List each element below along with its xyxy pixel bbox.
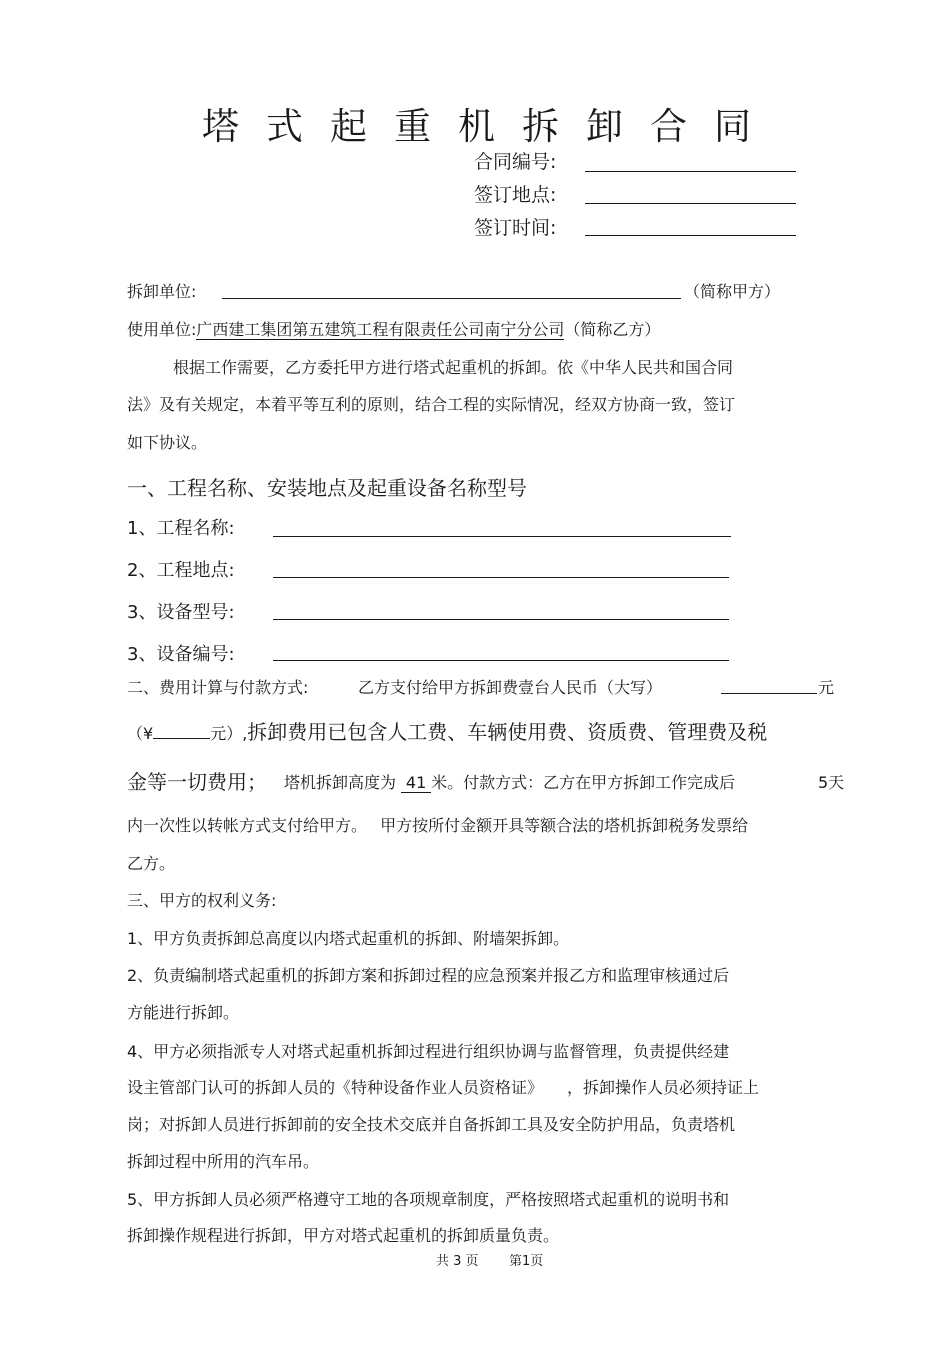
intro-line-3: 如下协议。: [127, 433, 208, 452]
section2-line4: 内一次性以转帐方式支付给甲方。 甲方按所付金额开具等额合法的塔机拆卸税务发票给: [127, 816, 749, 835]
section1-item-project-name: 1、工程名称:: [127, 518, 235, 539]
section2-line3-a: 金等一切费用；: [127, 770, 267, 794]
dismantle-unit-label: 拆卸单位:: [127, 282, 197, 301]
footer-current-page: 第1页: [509, 1254, 544, 1269]
section3-item4-line2: 设主管部门认可的拆卸人员的《特种设备作业人员资格证》 ，拆卸操作人员必须持证上: [127, 1078, 760, 1097]
dismantle-unit-line: [222, 298, 681, 299]
sign-time-label: 签订时间:: [474, 217, 557, 239]
fee-number-line: [153, 738, 210, 739]
project-name-line: [273, 536, 731, 537]
footer-total-pages: 共 3 页: [436, 1254, 479, 1269]
section2-heading: 二、费用计算与付款方式:: [127, 678, 309, 697]
intro-line-2: 法》及有关规定，本着平等互利的原则，结合工程的实际情况，经双方协商一致，签订: [127, 395, 736, 414]
section2-line3-b: 塔机拆卸高度为: [284, 773, 397, 792]
section1-item-equipment-no: 3、设备编号:: [127, 644, 235, 665]
intro-line-1: 根据工作需要，乙方委托甲方进行塔式起重机的拆卸。依《中华人民共和国合同: [173, 358, 734, 377]
section3-item2-line1: 2、负责编制塔式起重机的拆卸方案和拆卸过程的应急预案并报乙方和监理审核通过后: [127, 966, 730, 985]
contract-no-line: [585, 171, 796, 172]
height-value: 41: [401, 775, 431, 793]
section3-item1: 1、甲方负责拆卸总高度以内塔式起重机的拆卸、附墙架拆卸。: [127, 929, 570, 948]
section1-item-project-location: 2、工程地点:: [127, 560, 235, 581]
days-value: 5天: [818, 773, 845, 792]
contract-no-label: 合同编号:: [474, 151, 557, 173]
section3-heading: 三、甲方的权利义务:: [127, 891, 277, 910]
section2-line2-text: 拆卸费用已包含人工费、车辆使用费、资质费、管理费及税: [247, 720, 768, 744]
user-unit-suffix: （简称乙方）: [564, 320, 661, 339]
section1-item-equipment-model: 3、设备型号:: [127, 602, 235, 623]
equipment-no-line: [273, 660, 729, 661]
section3-item5-line1: 5、甲方拆卸人员必须严格遵守工地的各项规章制度，严格按照塔式起重机的说明书和: [127, 1190, 730, 1209]
section3-item5-line2: 拆卸操作规程进行拆卸，甲方对塔式起重机的拆卸质量负责。: [127, 1226, 560, 1245]
section2-line5: 乙方。: [127, 854, 176, 873]
user-unit-value: 广西建工集团第五建筑工程有限责任公司南宁分公司: [196, 320, 565, 339]
section3-item2-line2: 方能进行拆卸。: [127, 1003, 240, 1022]
section2-line1-unit: 元: [818, 678, 835, 697]
section2-line2-mid: 元）,: [210, 724, 248, 743]
section2-line1-text: 乙方支付给甲方拆卸费壹台人民币（大写）: [358, 678, 663, 697]
section2-line2-prefix: （¥: [127, 724, 154, 743]
dismantle-unit-suffix: （简称甲方）: [684, 282, 781, 301]
sign-place-line: [585, 203, 796, 204]
contract-title: 塔式起重机拆卸合同: [202, 105, 778, 148]
sign-place-label: 签订地点:: [474, 184, 557, 206]
section3-item4-line1: 4、甲方必须指派专人对塔式起重机拆卸过程进行组织协调与监督管理，负责提供经建: [127, 1042, 730, 1061]
section3-item4-line3: 岗；对拆卸人员进行拆卸前的安全技术交底并自备拆卸工具及安全防护用品，负责塔机: [127, 1115, 736, 1134]
project-location-line: [273, 577, 729, 578]
section3-item4-line4: 拆卸过程中所用的汽车吊。: [127, 1152, 320, 1171]
sign-time-line: [585, 235, 796, 236]
user-unit-label: 使用单位:: [127, 320, 197, 339]
section1-heading: 一、工程名称、安装地点及起重设备名称型号: [127, 476, 527, 500]
section2-line3-c: 米。付款方式：乙方在甲方拆卸工作完成后: [431, 773, 736, 792]
equipment-model-line: [273, 619, 729, 620]
fee-uppercase-line: [721, 693, 817, 694]
